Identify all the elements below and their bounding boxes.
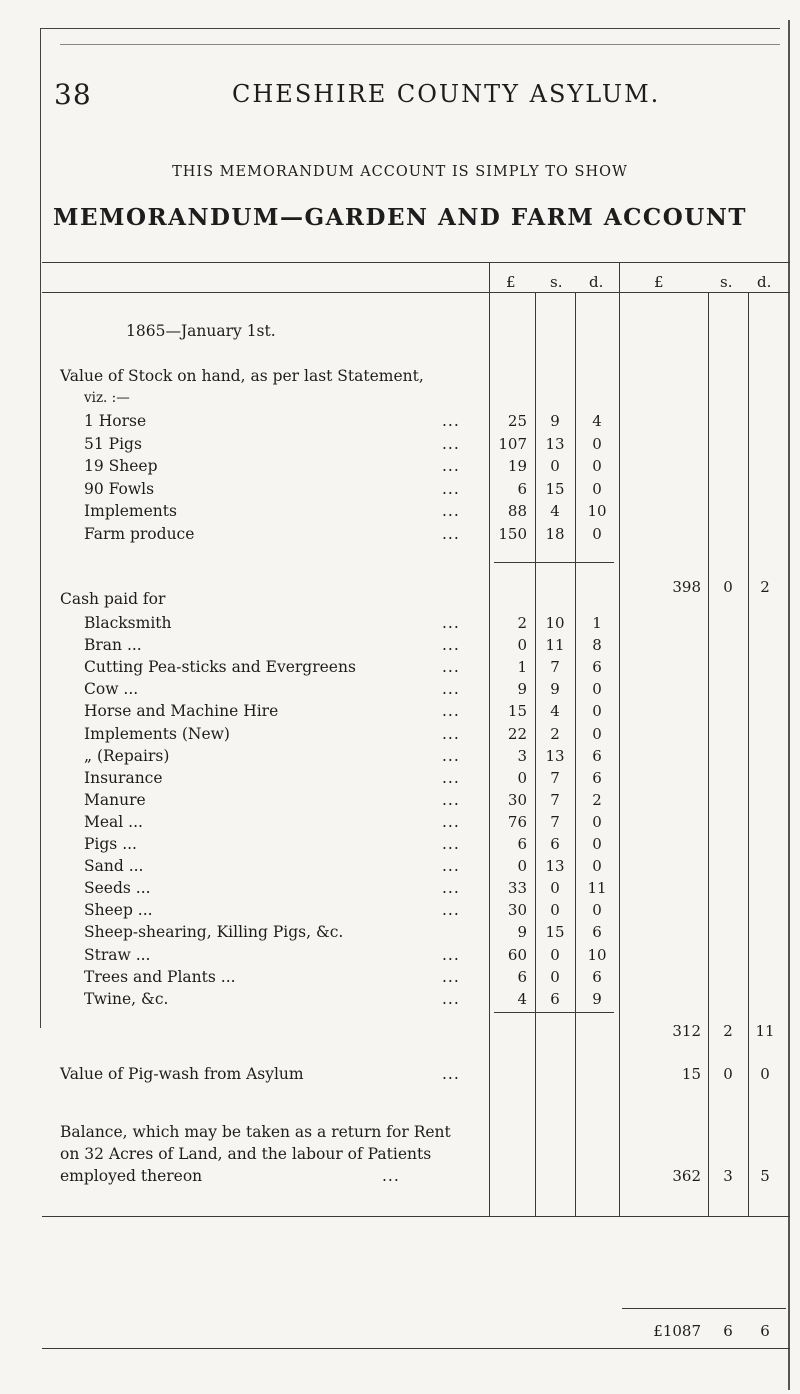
cash-row-pence: 6: [592, 967, 602, 986]
cash-total-shillings: 2: [723, 1022, 733, 1040]
cash-row-shillings: 13: [545, 746, 565, 765]
stock-row-shillings: 0: [550, 457, 560, 475]
stock-heading: Value of Stock on hand, as per last Statement,: [60, 367, 424, 385]
cash-row-pounds: 76: [507, 812, 527, 831]
cash-row-label: Straw ...: [84, 945, 151, 964]
table-bottom-rule: [42, 1216, 790, 1217]
stock-row-label-leader: ...: [442, 502, 460, 520]
cash-row-pounds: 60: [507, 945, 527, 964]
cash-row-label-leader: ...: [442, 901, 460, 920]
cash-row-pence: 0: [592, 812, 602, 831]
stock-row-pounds: 25: [507, 412, 527, 430]
cash-row-label-leader: ...: [442, 724, 460, 743]
cash-row-shillings: 13: [545, 857, 565, 876]
cash-row-label-leader: ...: [442, 857, 460, 876]
cash-row-label-leader: ...: [442, 636, 460, 655]
cash-total-pence: 11: [755, 1022, 775, 1040]
stock-row-pence: 0: [592, 457, 602, 475]
cash-row-pounds: 0: [517, 768, 527, 787]
cash-row-shillings: 7: [550, 768, 560, 787]
cash-row-label: Bran ...: [84, 636, 142, 655]
stock-heading-viz: viz. :—: [84, 390, 130, 406]
cash-row-label: Sheep-shearing, Killing Pigs, &c.: [84, 923, 344, 942]
page-bottom-rule: [42, 1348, 790, 1349]
stock-row-pence: 0: [592, 524, 602, 543]
cash-row-shillings: 10: [545, 614, 565, 632]
cash-row-label: Cutting Pea-sticks and Evergreens: [84, 658, 356, 677]
cash-row-label: Meal ...: [84, 812, 143, 831]
grand-total-pounds: £1087: [653, 1322, 701, 1340]
stock-row-pence: 4: [592, 412, 602, 430]
cash-row-label: Blacksmith: [84, 614, 172, 632]
cash-row-pence: 0: [592, 835, 602, 853]
stock-row-shillings: 18: [545, 524, 565, 543]
cash-row-label: Cow ...: [84, 680, 139, 699]
cash-total-pounds: 312: [672, 1022, 701, 1040]
stock-row-pounds: 88: [507, 502, 527, 520]
stock-row-label-leader: ...: [442, 457, 460, 475]
stock-row-shillings: 15: [545, 479, 565, 498]
col-head-pounds: £: [506, 273, 516, 291]
cash-row-shillings: 6: [550, 835, 560, 853]
cash-row-label-leader: ...: [442, 768, 460, 787]
page-number: 38: [54, 78, 92, 111]
stock-row-label-leader: ...: [442, 479, 460, 498]
cash-row-pence: 9: [592, 989, 602, 1008]
stock-row-pence: 0: [592, 434, 602, 453]
cash-row-pence: 1: [592, 614, 602, 632]
cash-row-label-leader: ...: [442, 658, 460, 677]
cash-row-pounds: 2: [517, 614, 527, 632]
pig-wash-label: Value of Pig-wash from Asylum: [60, 1065, 304, 1083]
balance-shillings: 3: [723, 1167, 733, 1185]
col-head-pence2: d.: [757, 273, 772, 291]
cash-row-pence: 6: [592, 746, 602, 765]
cash-row-shillings: 2: [550, 724, 560, 743]
cash-row-pence: 10: [587, 945, 607, 964]
stock-total-pence: 2: [760, 578, 770, 596]
cash-row-pounds: 1: [517, 658, 527, 677]
cash-row-pounds: 0: [517, 636, 527, 655]
cash-row-pence: 11: [587, 879, 607, 898]
stock-row-label: 90 Fowls: [84, 479, 155, 498]
cash-row-label: „ (Repairs): [84, 746, 170, 765]
stock-total-shillings: 0: [723, 578, 733, 596]
col-head-pounds2: £: [654, 273, 664, 291]
stock-row-label: 51 Pigs: [84, 434, 142, 453]
cash-row-pounds: 30: [507, 901, 527, 920]
cash-row-label: Implements (New): [84, 724, 230, 743]
stock-row-pounds: 150: [498, 524, 527, 543]
cash-row-pounds: 33: [507, 879, 527, 898]
account-title: MEMORANDUM—GARDEN AND FARM ACCOUNT: [53, 204, 747, 231]
stock-row-pence: 0: [592, 479, 602, 498]
grand-total-pence: 6: [760, 1322, 770, 1340]
stock-row-pence: 10: [587, 502, 607, 520]
cash-row-label-leader: ...: [442, 967, 460, 986]
cash-row-pence: 0: [592, 724, 602, 743]
cash-row-label: Trees and Plants ...: [84, 967, 236, 986]
cash-row-label-leader: ...: [442, 746, 460, 765]
cash-row-shillings: 0: [550, 901, 560, 920]
balance-leader: ...: [382, 1167, 400, 1185]
cash-heading: Cash paid for: [60, 590, 166, 608]
cash-row-shillings: 0: [550, 945, 560, 964]
cash-row-label: Sand ...: [84, 857, 144, 876]
cash-row-pence: 6: [592, 658, 602, 677]
cash-row-pounds: 9: [517, 680, 527, 699]
cash-row-pounds: 3: [517, 746, 527, 765]
cash-row-shillings: 11: [545, 636, 565, 655]
cash-row-label-leader: ...: [442, 614, 460, 632]
stock-row-shillings: 4: [550, 502, 560, 520]
cash-row-shillings: 6: [550, 989, 560, 1008]
cash-row-pounds: 6: [517, 967, 527, 986]
cash-row-pounds: 4: [517, 989, 527, 1008]
cash-row-shillings: 0: [550, 879, 560, 898]
cash-row-label-leader: ...: [442, 989, 460, 1008]
cash-row-label: Manure: [84, 790, 146, 809]
cash-row-pounds: 0: [517, 857, 527, 876]
cash-row-pounds: 15: [507, 702, 527, 721]
balance-line-1: Balance, which may be taken as a return for Rent: [60, 1123, 451, 1141]
col-head-shillings2: s.: [720, 273, 733, 291]
stock-row-label-leader: ...: [442, 524, 460, 543]
pig-wash-shillings: 0: [723, 1065, 733, 1083]
balance-pounds: 362: [672, 1167, 701, 1185]
stock-row-pounds: 107: [498, 434, 527, 453]
cash-row-pence: 6: [592, 923, 602, 942]
cash-row-label: Horse and Machine Hire: [84, 702, 279, 721]
col-head-shillings: s.: [550, 273, 563, 291]
cash-row-shillings: 0: [550, 967, 560, 986]
cash-row-label-leader: ...: [442, 702, 460, 721]
stock-row-label: Implements: [84, 502, 177, 520]
table-top-rule: [42, 262, 790, 263]
cash-row-pence: 0: [592, 702, 602, 721]
cash-row-label: Seeds ...: [84, 879, 151, 898]
cash-row-pence: 0: [592, 680, 602, 699]
stock-row-label-leader: ...: [442, 412, 460, 430]
cash-row-shillings: 7: [550, 790, 560, 809]
cash-row-label-leader: ...: [442, 812, 460, 831]
cash-subtotal-rule: [494, 1012, 614, 1013]
cash-row-label-leader: ...: [442, 879, 460, 898]
stock-total-pounds: 398: [672, 578, 701, 596]
cash-row-pounds: 22: [507, 724, 527, 743]
cash-row-label: Twine, &c.: [84, 989, 169, 1008]
stock-row-label: Farm produce: [84, 524, 195, 543]
balance-pence: 5: [760, 1167, 770, 1185]
cash-row-pence: 0: [592, 901, 602, 920]
running-head: CHESHIRE COUNTY ASYLUM.: [232, 80, 661, 108]
stock-subtotal-rule: [494, 562, 614, 563]
cash-row-label-leader: ...: [442, 790, 460, 809]
stock-row-shillings: 13: [545, 434, 565, 453]
cash-row-pounds: 9: [517, 923, 527, 942]
subtitle: THIS MEMORANDUM ACCOUNT IS SIMPLY TO SHOW: [172, 164, 628, 180]
header-bottom-rule: [42, 292, 790, 293]
pig-wash-leader: ...: [442, 1065, 460, 1083]
cash-row-pence: 0: [592, 857, 602, 876]
stock-row-pounds: 6: [517, 479, 527, 498]
stock-row-pounds: 19: [507, 457, 527, 475]
cash-row-label-leader: ...: [442, 835, 460, 853]
cash-row-pounds: 6: [517, 835, 527, 853]
cash-row-shillings: 7: [550, 658, 560, 677]
cash-row-pence: 6: [592, 768, 602, 787]
stock-row-label: 1 Horse: [84, 412, 147, 430]
grand-total-shillings: 6: [723, 1322, 733, 1340]
balance-line-3: employed thereon: [60, 1167, 203, 1185]
cash-row-shillings: 9: [550, 680, 560, 699]
cash-row-label: Sheep ...: [84, 901, 153, 920]
stock-row-label-leader: ...: [442, 434, 460, 453]
cash-row-pence: 2: [592, 790, 602, 809]
stock-row-label: 19 Sheep: [84, 457, 158, 475]
col-head-pence: d.: [589, 273, 604, 291]
cash-row-label-leader: ...: [442, 680, 460, 699]
cash-row-shillings: 4: [550, 702, 560, 721]
pig-wash-pounds: 15: [681, 1065, 701, 1083]
cash-row-pounds: 30: [507, 790, 527, 809]
grand-total-rule: [622, 1308, 786, 1309]
cash-row-label-leader: ...: [442, 945, 460, 964]
cash-row-shillings: 7: [550, 812, 560, 831]
cash-row-shillings: 15: [545, 923, 565, 942]
pig-wash-pence: 0: [760, 1065, 770, 1083]
balance-line-2: on 32 Acres of Land, and the labour of Patients: [60, 1145, 432, 1163]
date-line: 1865—January 1st.: [126, 322, 276, 340]
cash-row-pence: 8: [592, 636, 602, 655]
stock-row-shillings: 9: [550, 412, 560, 430]
cash-row-label: Insurance: [84, 768, 163, 787]
cash-row-label: Pigs ...: [84, 835, 137, 853]
